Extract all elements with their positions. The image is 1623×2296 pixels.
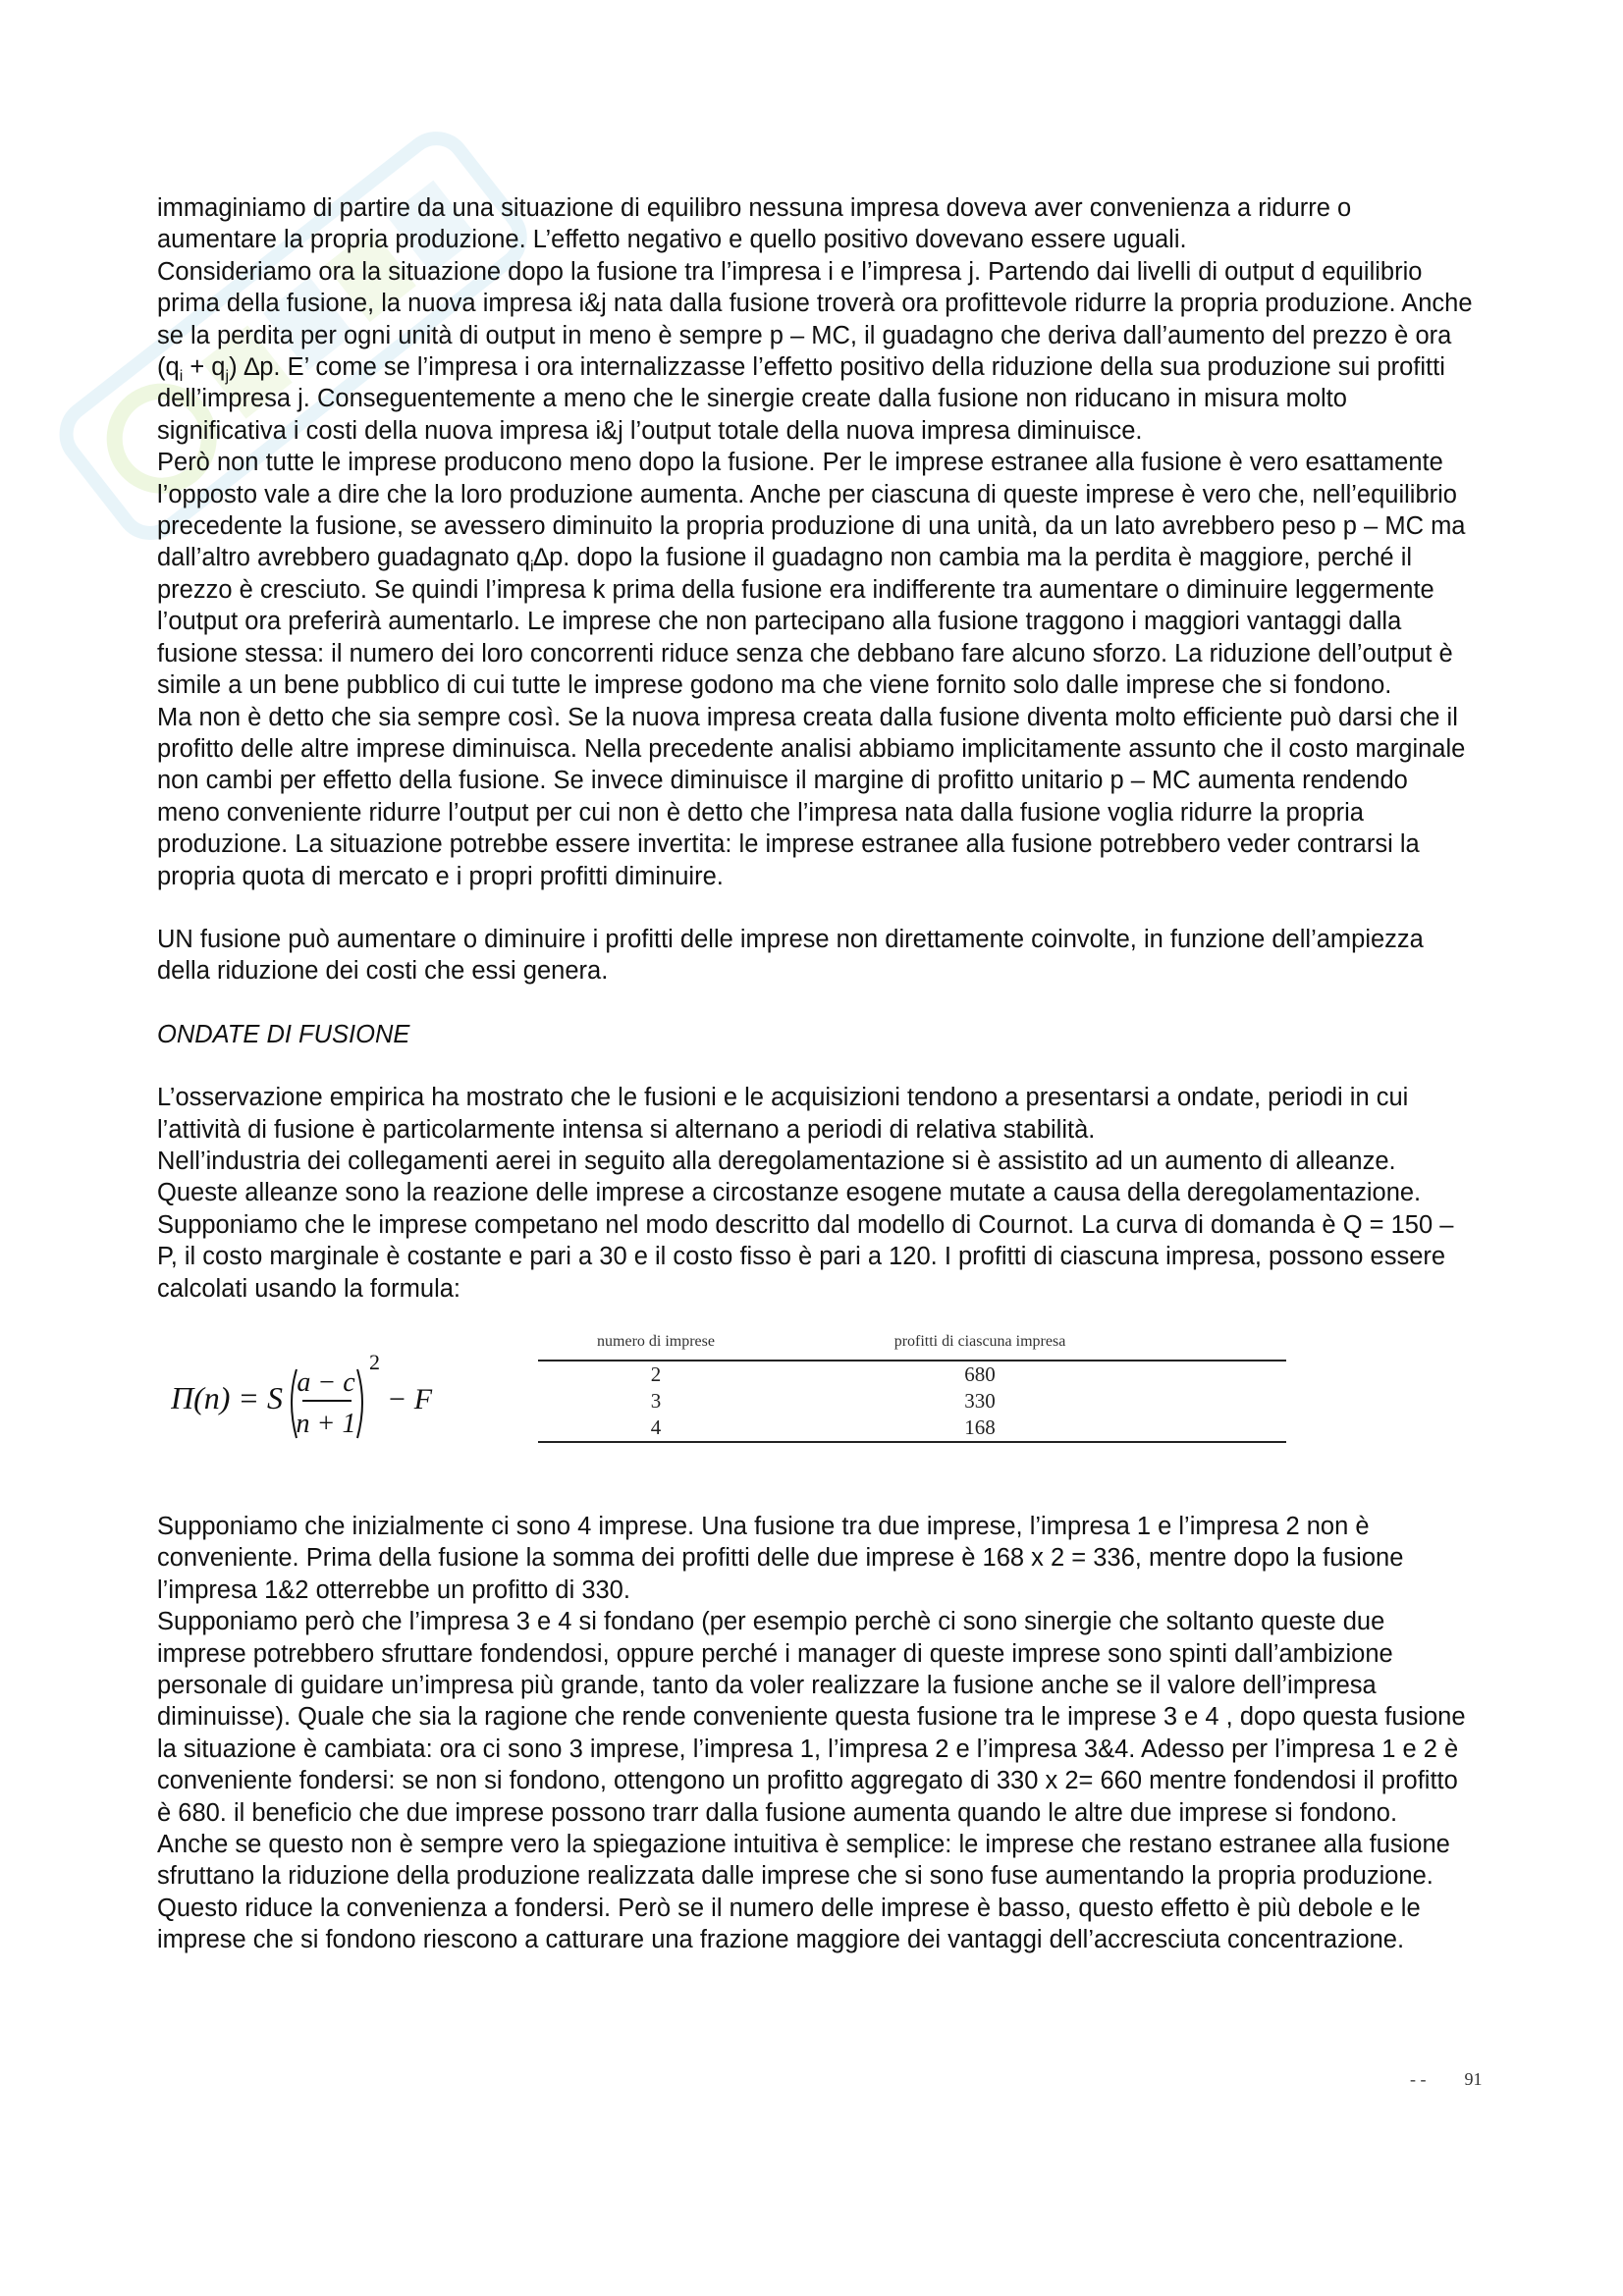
table-header — [538, 1326, 1286, 1360]
formula-denominator: n + 1 — [296, 1409, 356, 1439]
footer-dashes: - - — [1410, 2069, 1427, 2089]
section-heading: ONDATE DI FUSIONE — [157, 1020, 410, 1048]
formula-right-paren — [357, 1369, 362, 1438]
formula-lhs: Π(n) = S — [171, 1380, 284, 1415]
spacer — [157, 892, 1473, 924]
formula-rhs: − F — [387, 1383, 433, 1415]
header-numero-imprese: numero di imprese — [597, 1333, 715, 1350]
subscript-i: i — [529, 559, 534, 576]
subscript-j: j — [225, 368, 230, 386]
text-run: Consideriamo ora la situazione dopo la fusione tra l’impresa i e l’impresa j. Partendo dai livelli di output d equilibrio prima della fusione, la nuova impresa i&j nata dalla fusione troverà ora profittevole ridurre la propria produzione. Anche se la perdita per ogni unità di output in meno è sempre p – MC, il guadagno che deriva dall’aumento del prezzo è ora (q — [157, 257, 1473, 382]
table-rule-bottom — [538, 1441, 1286, 1443]
text-run: ∆p. dopo la fusione il guadagno non cambia ma la perdita è maggiore, perché il prezzo è cresciuto. Se quindi l’impresa k prima della fusione era indifferente tra aumentare o diminuire leggermente l’output ora preferirà aumentarlo. Le imprese che non partecipano alla fusione traggono i maggiori vantaggi dalla fusione stessa: il numero dei loro concorrenti riduce senza che debbano fare alcuno sforzo. La riduzione dell’output è simile a un bene pubblico di cui tutte le imprese godono ma che viene fornito solo dalle imprese che si fondono. — [157, 544, 1453, 700]
page-body — [157, 192, 1473, 1956]
table-row — [538, 1415, 1286, 1441]
cell-imprese: 2 — [650, 1362, 662, 1386]
paragraph-equilibrio: immaginiamo di partire da una situazione di equilibro nessuna impresa doveva aver convenienza a ridurre o aumentare la propria produzione. L’effetto negativo e quello positivo dovevano essere uguali. — [157, 194, 1352, 254]
formula-and-table — [157, 1310, 1473, 1497]
paragraph-quattro-imprese: Supponiamo che inizialmente ci sono 4 imprese. Una fusione tra due imprese, l’impresa 1 e l’impresa 2 non è conveniente. Prima della fusione la somma dei profitti delle due imprese è 168 x 2 = 336, mentre dopo la fusione l’impresa 1&2 otterrebbe un profitto di 330. — [157, 1513, 1404, 1604]
paragraph-efficienza: Ma non è detto che sia sempre così. Se la nuova impresa creata dalla fusione diventa molto efficiente può darsi che il profitto delle altre imprese diminuisca. Nella precedente analisi abbiamo implicitamente assunto che il costo marginale non cambi per effetto della fusione. Se invece diminuisce il margine di profitto unitario p – MC aumenta rendendo meno conveniente ridurre l’output per cui non è detto che l’impresa nata dalla fusione voglia ridurre la propria produzione. La situazione potrebbe essere invertita: le imprese estranee alla fusione potrebbero veder contrarsi la propria quota di mercato e i propri profitti diminuire. — [157, 703, 1466, 890]
profit-formula — [171, 1348, 465, 1456]
subscript-i: i — [179, 368, 184, 386]
paragraph-fusione-3-4: Supponiamo però che l’impresa 3 e 4 si fondano (per esempio perchè ci sono sinergie che soltanto queste due imprese potrebbero sfruttare fondendosi, oppure perché i manager di queste imprese sono spinti dall’ambizione personale di guidare un’impresa più grande, tanto da voler realizzare la fusione anche se il valore dell’impresa diminuisse). Quale che sia la ragione che rende conveniente questa fusione tra le imprese 3 e 4 , dopo questa fusione la situazione è cambiata: ora ci sono 3 imprese, l’impresa 1, l’impresa 2 e l’impresa 3&4. Adesso per l’impresa 1 e 2 è conveniente fondersi: se non si fondono, ottengono un profitto aggregato di 330 x 2= 660 mentre fondendosi il profitto è 680. il beneficio che due imprese possono trarr dalla fusione aumenta quando le altre due imprese si fondono. Anche se questo non è sempre vero la spiegazione intuitiva è semplice: le imprese che restano estranee alla fusione sfruttano la riduzione della produzione realizzata dalle imprese che si sono fuse aumentando la propria produzione. Questo riduce la convenienza a fondersi. Però se il numero delle imprese è basso, questo effetto è più debole e le imprese che si fondono riescono a catturare una frazione maggiore dei vantaggi dell’accresciuta concentrazione. — [157, 1608, 1466, 1954]
paragraph-osservazione: L’osservazione empirica ha mostrato che le fusioni e le acquisizioni tendono a presentarsi a ondate, periodi in cui l’attività di fusione è particolarmente intensa si alternano a periodi di relativa stabilità. — [157, 1084, 1409, 1144]
table-row — [538, 1388, 1286, 1415]
paragraph-collegamenti-aerei: Nell’industria dei collegamenti aerei in seguito alla deregolamentazione si è assistito ad un aumento di alleanze. Queste alleanze sono la reazione delle imprese a circostanze esogene mutate a causa della deregolamentazione. — [157, 1147, 1422, 1207]
text-run: + q — [183, 353, 226, 382]
paragraph-conclusione: UN fusione può aumentare o diminuire i profitti delle imprese non direttamente coinvolte, in funzione dell’ampiezza della riduzione dei costi che essi genera. — [157, 925, 1424, 986]
spacer — [157, 988, 1473, 1019]
paragraph-imprese-estranee — [157, 447, 1473, 701]
header-profitti: profitti di ciascuna impresa — [893, 1333, 1066, 1350]
text-run: Però non tutte le imprese producono meno dopo la fusione. Per le imprese estranee alla fusione è vero esattamente l’opposto vale a dire che la loro produzione aumenta. Anche per ciascuna di queste imprese è vero che, nell’equilibrio precedente la fusione, se avessero diminuito la propria produzione di una unità, da un lato avrebbero peso p – MC ma dall’altro avrebbero guadagnato q — [157, 449, 1466, 572]
table-row — [538, 1362, 1286, 1388]
cell-profitti: 680 — [964, 1362, 996, 1386]
spacer — [157, 1050, 1473, 1082]
cell-imprese: 3 — [650, 1389, 662, 1413]
paragraph-cournot: Supponiamo che le imprese competano nel modo descritto dal modello di Cournot. La curva di domanda è Q = 150 – P, il costo marginale è costante e pari a 30 e il costo fisso è pari a 120. I profitti di ciascuna impresa, possono essere calcolati usando la formula: — [157, 1210, 1454, 1303]
page-number: 91 — [1464, 2069, 1483, 2089]
formula-numerator: a − c — [297, 1367, 355, 1398]
cell-imprese: 4 — [650, 1415, 662, 1439]
cell-profitti: 330 — [964, 1389, 996, 1413]
cell-profitti: 168 — [964, 1415, 996, 1439]
profits-table — [538, 1326, 1286, 1443]
paragraph-fusione-ij — [157, 256, 1473, 447]
text-run: ) ∆p. E’ come se l’impresa i ora internalizzasse l’effetto positivo della riduzione della sua produzione sui profitti dell’impresa j. Conseguentemente a meno che le sinergie create dalla fusione non riducano in misura molto significativa i costi della nuova impresa i&j l’output totale della nuova impresa diminuisce. — [157, 353, 1445, 445]
formula-exponent: 2 — [369, 1350, 380, 1374]
page-footer — [1410, 2069, 1483, 2090]
